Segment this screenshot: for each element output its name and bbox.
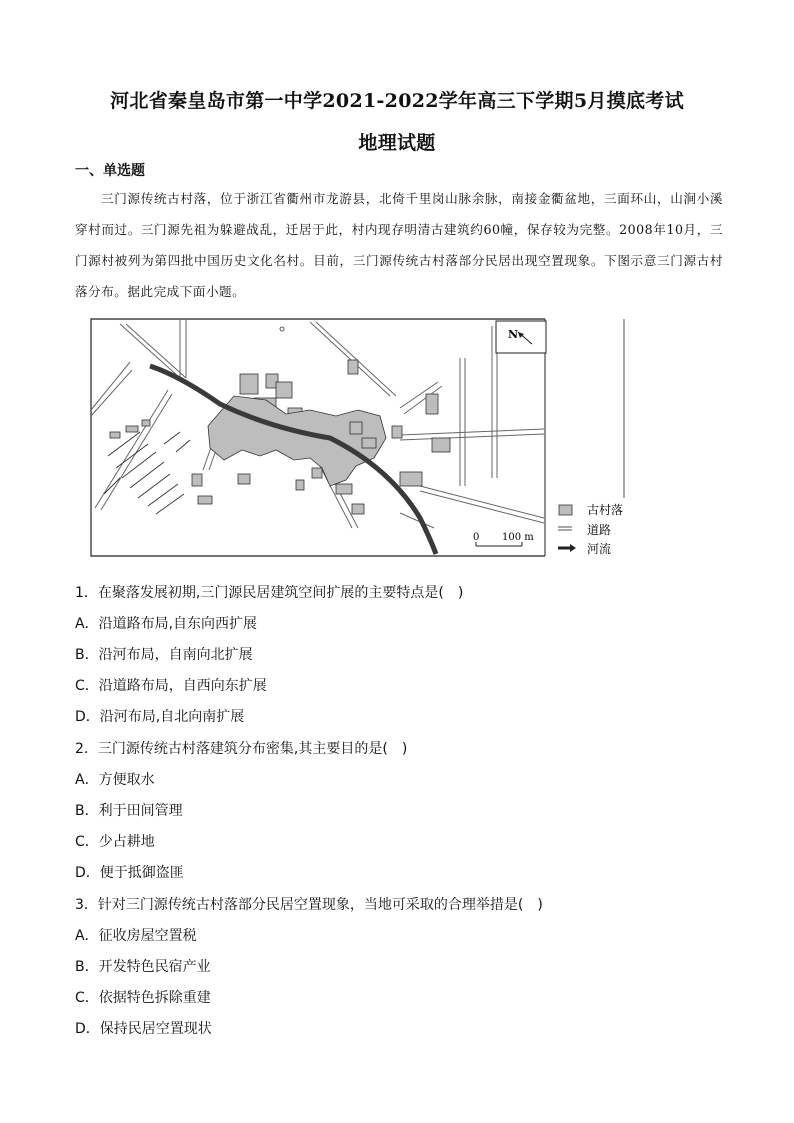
- question-1-option-c: C．沿道路布局，自西向东扩展: [75, 678, 267, 694]
- question-3-option-c: C．依据特色拆除重建: [75, 990, 211, 1006]
- question-2-option-c: C．少占耕地: [75, 834, 155, 850]
- reading-passage: 三门源传统古村落，位于浙江省衢州市龙游县，北倚千里岗山脉余脉，南接金衢盆地，三面环山，山涧小溪穿村而过。三门源先祖为躲避战乱，迁居于此，村内现存明清古建筑约60幢，保存较为完整。2008年10月，三门源村被列为第四批中国历史文化名村。目前，三门源传统古村落部分民居出现空置现象。下图示意三门源古村落分布。据此完成下面小题。: [75, 191, 723, 299]
- question-2-stem: 2．三门源传统古村落建筑分布密集,其主要目的是( ): [75, 741, 408, 757]
- north-arrow: [496, 321, 546, 353]
- section-heading: 一、单选题: [75, 163, 145, 179]
- scale-bar: [473, 532, 534, 546]
- map-legend: [558, 502, 623, 556]
- legend-road-label: 道路: [587, 523, 612, 537]
- legend-river-label: 河流: [587, 542, 612, 556]
- question-1-option-b: B．沿河布局，自南向北扩展: [75, 647, 253, 663]
- question-2-option-b: B．利于田间管理: [75, 803, 183, 819]
- question-3-option-b: B．开发特色民宿产业: [75, 959, 211, 975]
- exam-subject-title: 地理试题: [358, 132, 436, 154]
- exam-title: 河北省秦皇岛市第一中学2021-2022学年高三下学期5月摸底考试: [110, 90, 684, 112]
- question-1-option-d: D．沿河布局,自北向南扩展: [75, 709, 245, 725]
- scale-zero: 0: [473, 532, 480, 543]
- question-2-option-d: D．便于抵御盗匪: [75, 865, 184, 881]
- question-1-stem: 1．在聚落发展初期,三门源民居建筑空间扩展的主要特点是( ): [75, 585, 464, 601]
- legend-village-label: 古村落: [587, 503, 624, 517]
- scale-text: 100 m: [502, 532, 534, 543]
- north-label: N: [508, 328, 519, 341]
- question-3-stem: 3．针对三门源传统古村落部分民居空置现象，当地可采取的合理举措是( ): [75, 897, 543, 913]
- question-1-option-a: A．沿道路布局,自东向西扩展: [75, 616, 258, 632]
- question-2-option-a: A．方便取水: [75, 772, 155, 788]
- question-3-option-a: A．征收房屋空置税: [75, 928, 197, 944]
- village-map: [90, 318, 636, 560]
- question-3-option-d: D．保持民居空置现状: [75, 1021, 212, 1037]
- river: [150, 366, 436, 554]
